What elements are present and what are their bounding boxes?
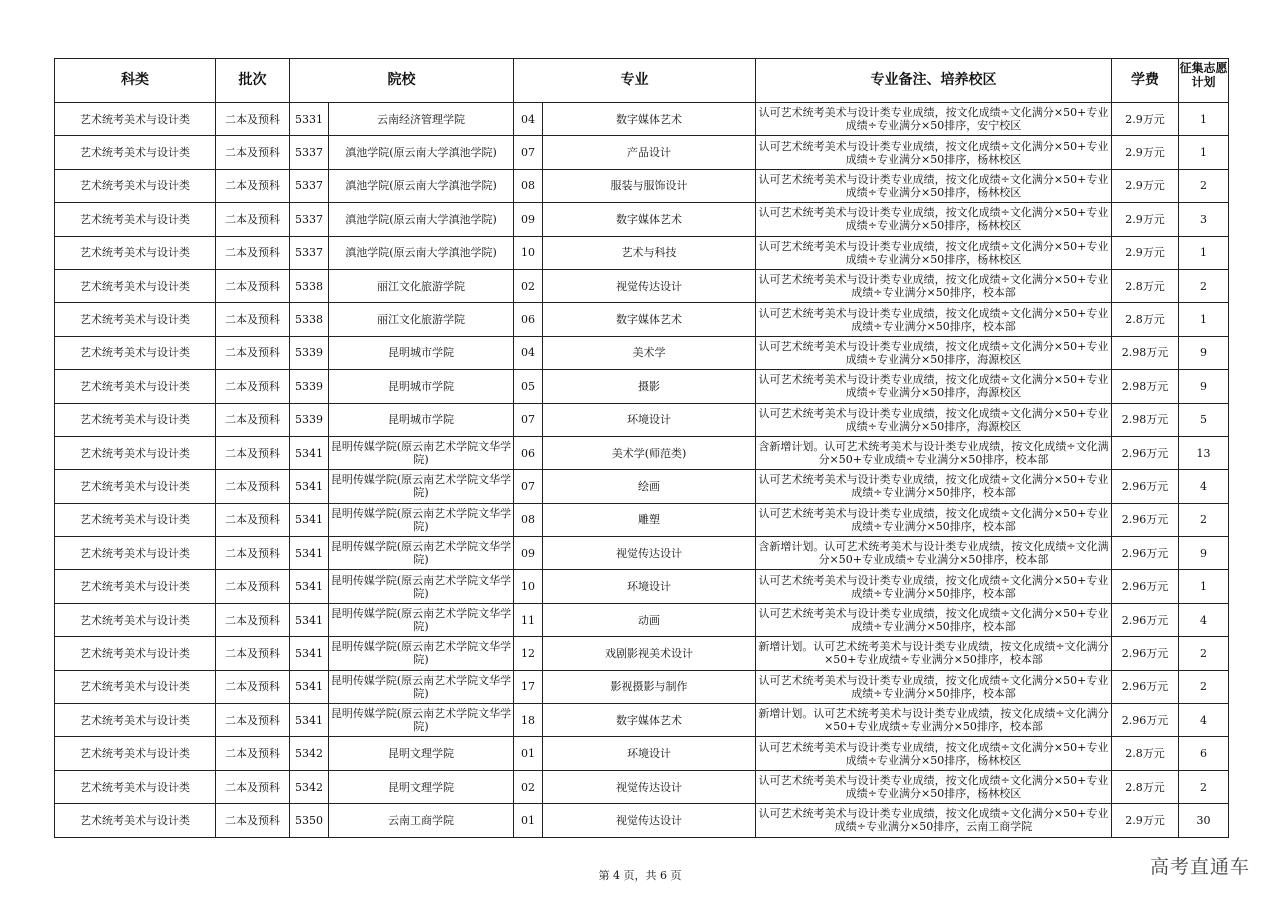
- cell-school-code: 5338: [290, 303, 329, 336]
- table-row: [55, 804, 1229, 837]
- cell-note: 认可艺术统考美术与设计类专业成绩，按文化成绩÷文化满分×50+专业成绩÷专业满分×50排序，校本部: [756, 503, 1112, 536]
- cell-major-code: 04: [514, 336, 543, 369]
- cell-major-code: 12: [514, 637, 543, 670]
- cell-major-code: 08: [514, 169, 543, 202]
- cell-fee: 2.9万元: [1112, 169, 1179, 202]
- cell-school-code: 5342: [290, 737, 329, 770]
- cell-fee: 2.96万元: [1112, 670, 1179, 703]
- cell-plan: 2: [1179, 169, 1229, 202]
- cell-major-code: 08: [514, 503, 543, 536]
- cell-fee: 2.9万元: [1112, 236, 1179, 269]
- cell-major-code: 17: [514, 670, 543, 703]
- cell-plan: 2: [1179, 637, 1229, 670]
- cell-school-name: 滇池学院(原云南大学滇池学院): [329, 136, 514, 169]
- cell-plan: 2: [1179, 503, 1229, 536]
- header-plan-label: 征集志愿计划: [1179, 60, 1228, 89]
- cell-school-name: 昆明文理学院: [329, 770, 514, 803]
- cell-category: 艺术统考美术与设计类: [55, 503, 216, 536]
- cell-major-name: 数字媒体艺术: [543, 103, 756, 136]
- cell-major-code: 01: [514, 737, 543, 770]
- admission-plan-table: [54, 58, 1229, 838]
- cell-major-name: 绘画: [543, 470, 756, 503]
- cell-major-name: 戏剧影视美术设计: [543, 637, 756, 670]
- cell-major-name: 环境设计: [543, 570, 756, 603]
- cell-batch: 二本及预科: [216, 637, 290, 670]
- cell-major-name: 视觉传达设计: [543, 770, 756, 803]
- cell-fee: 2.96万元: [1112, 637, 1179, 670]
- cell-school-name: 滇池学院(原云南大学滇池学院): [329, 169, 514, 202]
- cell-plan: 1: [1179, 236, 1229, 269]
- cell-batch: 二本及预科: [216, 136, 290, 169]
- cell-school-code: 5341: [290, 503, 329, 536]
- cell-major-code: 11: [514, 603, 543, 636]
- cell-school-name: 昆明传媒学院(原云南艺术学院文华学院): [329, 637, 514, 670]
- cell-major-code: 06: [514, 303, 543, 336]
- watermark: 高考直通车: [1149, 856, 1250, 878]
- cell-fee: 2.96万元: [1112, 570, 1179, 603]
- cell-batch: 二本及预科: [216, 470, 290, 503]
- cell-plan: 1: [1179, 570, 1229, 603]
- cell-fee: 2.96万元: [1112, 436, 1179, 469]
- table-row: [55, 503, 1229, 536]
- cell-note: 认可艺术统考美术与设计类专业成绩，按文化成绩÷文化满分×50+专业成绩÷专业满分×50排序，海源校区: [756, 336, 1112, 369]
- cell-major-code: 02: [514, 269, 543, 302]
- cell-batch: 二本及预科: [216, 269, 290, 302]
- cell-note: 认可艺术统考美术与设计类专业成绩，按文化成绩÷文化满分×50+专业成绩÷专业满分×50排序，杨林校区: [756, 737, 1112, 770]
- table-row: [55, 470, 1229, 503]
- header-category: 科类: [55, 59, 216, 103]
- cell-category: 艺术统考美术与设计类: [55, 537, 216, 570]
- cell-plan: 4: [1179, 603, 1229, 636]
- cell-category: 艺术统考美术与设计类: [55, 570, 216, 603]
- table-row: [55, 169, 1229, 202]
- cell-plan: 2: [1179, 770, 1229, 803]
- cell-major-code: 07: [514, 403, 543, 436]
- cell-note: 新增计划。认可艺术统考美术与设计类专业成绩，按文化成绩÷文化满分×50+专业成绩÷专业满分×50排序，校本部: [756, 637, 1112, 670]
- cell-major-code: 02: [514, 770, 543, 803]
- cell-note: 认可艺术统考美术与设计类专业成绩，按文化成绩÷文化满分×50+专业成绩÷专业满分×50排序，杨林校区: [756, 236, 1112, 269]
- cell-school-code: 5339: [290, 370, 329, 403]
- cell-batch: 二本及预科: [216, 704, 290, 737]
- cell-note: 认可艺术统考美术与设计类专业成绩，按文化成绩÷文化满分×50+专业成绩÷专业满分×50排序，校本部: [756, 570, 1112, 603]
- cell-school-name: 昆明传媒学院(原云南艺术学院文华学院): [329, 537, 514, 570]
- cell-fee: 2.8万元: [1112, 737, 1179, 770]
- cell-school-code: 5337: [290, 236, 329, 269]
- table-row: [55, 537, 1229, 570]
- cell-category: 艺术统考美术与设计类: [55, 470, 216, 503]
- cell-school-name: 滇池学院(原云南大学滇池学院): [329, 203, 514, 236]
- cell-note: 含新增计划。认可艺术统考美术与设计类专业成绩，按文化成绩÷文化满分×50+专业成绩÷专业满分×50排序，校本部: [756, 537, 1112, 570]
- cell-batch: 二本及预科: [216, 236, 290, 269]
- cell-school-name: 昆明城市学院: [329, 403, 514, 436]
- cell-category: 艺术统考美术与设计类: [55, 737, 216, 770]
- cell-major-code: 10: [514, 236, 543, 269]
- cell-school-name: 昆明城市学院: [329, 336, 514, 369]
- cell-fee: 2.9万元: [1112, 203, 1179, 236]
- cell-plan: 1: [1179, 136, 1229, 169]
- cell-plan: 4: [1179, 704, 1229, 737]
- cell-note: 认可艺术统考美术与设计类专业成绩，按文化成绩÷文化满分×50+专业成绩÷专业满分×50排序，校本部: [756, 603, 1112, 636]
- cell-plan: 9: [1179, 537, 1229, 570]
- cell-fee: 2.96万元: [1112, 603, 1179, 636]
- cell-plan: 3: [1179, 203, 1229, 236]
- table-row: [55, 704, 1229, 737]
- cell-note: 认可艺术统考美术与设计类专业成绩，按文化成绩÷文化满分×50+专业成绩÷专业满分×50排序，校本部: [756, 303, 1112, 336]
- cell-school-code: 5341: [290, 470, 329, 503]
- cell-major-code: 10: [514, 570, 543, 603]
- cell-school-code: 5341: [290, 704, 329, 737]
- cell-note: 认可艺术统考美术与设计类专业成绩，按文化成绩÷文化满分×50+专业成绩÷专业满分×50排序，云南工商学院: [756, 804, 1112, 837]
- cell-school-code: 5341: [290, 603, 329, 636]
- cell-school-name: 昆明城市学院: [329, 370, 514, 403]
- cell-batch: 二本及预科: [216, 737, 290, 770]
- cell-category: 艺术统考美术与设计类: [55, 436, 216, 469]
- table-header-row: [55, 59, 1229, 103]
- cell-category: 艺术统考美术与设计类: [55, 336, 216, 369]
- cell-batch: 二本及预科: [216, 303, 290, 336]
- cell-note: 认可艺术统考美术与设计类专业成绩，按文化成绩÷文化满分×50+专业成绩÷专业满分×50排序，杨林校区: [756, 169, 1112, 202]
- cell-batch: 二本及预科: [216, 336, 290, 369]
- cell-plan: 2: [1179, 269, 1229, 302]
- table-row: [55, 336, 1229, 369]
- header-school: 院校: [290, 59, 514, 103]
- cell-school-code: 5339: [290, 336, 329, 369]
- cell-batch: 二本及预科: [216, 370, 290, 403]
- table-row: [55, 603, 1229, 636]
- cell-school-name: 昆明传媒学院(原云南艺术学院文华学院): [329, 503, 514, 536]
- cell-major-code: 06: [514, 436, 543, 469]
- cell-school-code: 5350: [290, 804, 329, 837]
- cell-fee: 2.8万元: [1112, 770, 1179, 803]
- cell-plan: 30: [1179, 804, 1229, 837]
- cell-batch: 二本及预科: [216, 537, 290, 570]
- cell-plan: 9: [1179, 336, 1229, 369]
- cell-school-code: 5339: [290, 403, 329, 436]
- table-row: [55, 269, 1229, 302]
- cell-major-name: 雕塑: [543, 503, 756, 536]
- cell-school-code: 5338: [290, 269, 329, 302]
- cell-fee: 2.98万元: [1112, 336, 1179, 369]
- cell-plan: 9: [1179, 370, 1229, 403]
- cell-major-name: 摄影: [543, 370, 756, 403]
- cell-school-name: 昆明传媒学院(原云南艺术学院文华学院): [329, 570, 514, 603]
- cell-plan: 6: [1179, 737, 1229, 770]
- cell-school-name: 云南工商学院: [329, 804, 514, 837]
- cell-major-name: 动画: [543, 603, 756, 636]
- table-row: [55, 370, 1229, 403]
- cell-fee: 2.96万元: [1112, 470, 1179, 503]
- cell-fee: 2.98万元: [1112, 403, 1179, 436]
- table-row: [55, 103, 1229, 136]
- cell-batch: 二本及预科: [216, 103, 290, 136]
- table-row: [55, 303, 1229, 336]
- cell-category: 艺术统考美术与设计类: [55, 303, 216, 336]
- cell-school-name: 云南经济管理学院: [329, 103, 514, 136]
- table-row: [55, 770, 1229, 803]
- cell-plan: 1: [1179, 103, 1229, 136]
- cell-school-code: 5337: [290, 203, 329, 236]
- cell-fee: 2.8万元: [1112, 269, 1179, 302]
- cell-major-name: 产品设计: [543, 136, 756, 169]
- cell-fee: 2.96万元: [1112, 704, 1179, 737]
- cell-category: 艺术统考美术与设计类: [55, 236, 216, 269]
- cell-category: 艺术统考美术与设计类: [55, 603, 216, 636]
- cell-note: 认可艺术统考美术与设计类专业成绩，按文化成绩÷文化满分×50+专业成绩÷专业满分×50排序，校本部: [756, 670, 1112, 703]
- cell-fee: 2.96万元: [1112, 503, 1179, 536]
- cell-major-name: 美术学: [543, 336, 756, 369]
- cell-major-name: 视觉传达设计: [543, 804, 756, 837]
- cell-school-code: 5341: [290, 537, 329, 570]
- cell-school-code: 5341: [290, 637, 329, 670]
- cell-school-code: 5341: [290, 436, 329, 469]
- cell-school-name: 丽江文化旅游学院: [329, 303, 514, 336]
- cell-batch: 二本及预科: [216, 570, 290, 603]
- cell-category: 艺术统考美术与设计类: [55, 770, 216, 803]
- table-row: [55, 136, 1229, 169]
- cell-category: 艺术统考美术与设计类: [55, 269, 216, 302]
- header-fee: 学费: [1112, 59, 1179, 103]
- cell-major-name: 艺术与科技: [543, 236, 756, 269]
- cell-major-code: 07: [514, 136, 543, 169]
- table-row: [55, 570, 1229, 603]
- cell-fee: 2.9万元: [1112, 103, 1179, 136]
- cell-school-name: 昆明传媒学院(原云南艺术学院文华学院): [329, 436, 514, 469]
- cell-batch: 二本及预科: [216, 670, 290, 703]
- table-row: [55, 403, 1229, 436]
- cell-school-code: 5342: [290, 770, 329, 803]
- cell-major-code: 07: [514, 470, 543, 503]
- cell-batch: 二本及预科: [216, 503, 290, 536]
- cell-school-code: 5341: [290, 670, 329, 703]
- header-major: 专业: [514, 59, 756, 103]
- header-plan: [1179, 59, 1229, 103]
- page-footer: 第 4 页，共 6 页: [598, 869, 682, 882]
- cell-plan: 5: [1179, 403, 1229, 436]
- cell-note: 认可艺术统考美术与设计类专业成绩，按文化成绩÷文化满分×50+专业成绩÷专业满分×50排序，杨林校区: [756, 136, 1112, 169]
- table-row: [55, 436, 1229, 469]
- cell-school-name: 昆明文理学院: [329, 737, 514, 770]
- table-row: [55, 203, 1229, 236]
- cell-category: 艺术统考美术与设计类: [55, 203, 216, 236]
- cell-school-code: 5331: [290, 103, 329, 136]
- table-row: [55, 737, 1229, 770]
- cell-school-name: 丽江文化旅游学院: [329, 269, 514, 302]
- cell-plan: 2: [1179, 670, 1229, 703]
- cell-major-name: 视觉传达设计: [543, 269, 756, 302]
- cell-note: 认可艺术统考美术与设计类专业成绩，按文化成绩÷文化满分×50+专业成绩÷专业满分×50排序，海源校区: [756, 403, 1112, 436]
- cell-note: 认可艺术统考美术与设计类专业成绩，按文化成绩÷文化满分×50+专业成绩÷专业满分×50排序，海源校区: [756, 370, 1112, 403]
- cell-fee: 2.9万元: [1112, 804, 1179, 837]
- cell-plan: 4: [1179, 470, 1229, 503]
- cell-category: 艺术统考美术与设计类: [55, 370, 216, 403]
- cell-category: 艺术统考美术与设计类: [55, 804, 216, 837]
- cell-school-name: 昆明传媒学院(原云南艺术学院文华学院): [329, 670, 514, 703]
- cell-note: 认可艺术统考美术与设计类专业成绩，按文化成绩÷文化满分×50+专业成绩÷专业满分×50排序，杨林校区: [756, 203, 1112, 236]
- cell-school-code: 5337: [290, 169, 329, 202]
- cell-major-code: 05: [514, 370, 543, 403]
- cell-batch: 二本及预科: [216, 804, 290, 837]
- cell-note: 认可艺术统考美术与设计类专业成绩，按文化成绩÷文化满分×50+专业成绩÷专业满分×50排序，校本部: [756, 269, 1112, 302]
- table-row: [55, 670, 1229, 703]
- cell-category: 艺术统考美术与设计类: [55, 637, 216, 670]
- header-batch: 批次: [216, 59, 290, 103]
- cell-batch: 二本及预科: [216, 770, 290, 803]
- cell-fee: 2.98万元: [1112, 370, 1179, 403]
- cell-fee: 2.8万元: [1112, 303, 1179, 336]
- cell-major-name: 美术学(师范类): [543, 436, 756, 469]
- cell-school-name: 昆明传媒学院(原云南艺术学院文华学院): [329, 470, 514, 503]
- cell-major-name: 服装与服饰设计: [543, 169, 756, 202]
- cell-school-name: 昆明传媒学院(原云南艺术学院文华学院): [329, 704, 514, 737]
- cell-plan: 13: [1179, 436, 1229, 469]
- cell-major-name: 数字媒体艺术: [543, 203, 756, 236]
- cell-major-name: 数字媒体艺术: [543, 303, 756, 336]
- cell-major-code: 04: [514, 103, 543, 136]
- cell-note: 认可艺术统考美术与设计类专业成绩，按文化成绩÷文化满分×50+专业成绩÷专业满分×50排序，校本部: [756, 470, 1112, 503]
- cell-batch: 二本及预科: [216, 603, 290, 636]
- cell-fee: 2.9万元: [1112, 136, 1179, 169]
- cell-major-name: 环境设计: [543, 737, 756, 770]
- cell-category: 艺术统考美术与设计类: [55, 670, 216, 703]
- cell-major-code: 09: [514, 537, 543, 570]
- cell-major-name: 数字媒体艺术: [543, 704, 756, 737]
- header-note: 专业备注、培养校区: [756, 59, 1112, 103]
- cell-school-name: 滇池学院(原云南大学滇池学院): [329, 236, 514, 269]
- cell-school-name: 昆明传媒学院(原云南艺术学院文华学院): [329, 603, 514, 636]
- cell-batch: 二本及预科: [216, 169, 290, 202]
- cell-major-name: 影视摄影与制作: [543, 670, 756, 703]
- cell-note: 认可艺术统考美术与设计类专业成绩，按文化成绩÷文化满分×50+专业成绩÷专业满分×50排序，安宁校区: [756, 103, 1112, 136]
- cell-fee: 2.96万元: [1112, 537, 1179, 570]
- table-row: [55, 236, 1229, 269]
- cell-batch: 二本及预科: [216, 403, 290, 436]
- cell-major-name: 环境设计: [543, 403, 756, 436]
- cell-category: 艺术统考美术与设计类: [55, 103, 216, 136]
- cell-major-code: 01: [514, 804, 543, 837]
- cell-major-name: 视觉传达设计: [543, 537, 756, 570]
- cell-note: 新增计划。认可艺术统考美术与设计类专业成绩，按文化成绩÷文化满分×50+专业成绩÷专业满分×50排序，校本部: [756, 704, 1112, 737]
- cell-major-code: 09: [514, 203, 543, 236]
- cell-school-code: 5341: [290, 570, 329, 603]
- cell-note: 含新增计划。认可艺术统考美术与设计类专业成绩，按文化成绩÷文化满分×50+专业成绩÷专业满分×50排序，校本部: [756, 436, 1112, 469]
- cell-note: 认可艺术统考美术与设计类专业成绩，按文化成绩÷文化满分×50+专业成绩÷专业满分×50排序，杨林校区: [756, 770, 1112, 803]
- cell-plan: 1: [1179, 303, 1229, 336]
- cell-batch: 二本及预科: [216, 436, 290, 469]
- cell-school-code: 5337: [290, 136, 329, 169]
- cell-category: 艺术统考美术与设计类: [55, 136, 216, 169]
- cell-major-code: 18: [514, 704, 543, 737]
- cell-category: 艺术统考美术与设计类: [55, 169, 216, 202]
- cell-category: 艺术统考美术与设计类: [55, 704, 216, 737]
- cell-category: 艺术统考美术与设计类: [55, 403, 216, 436]
- cell-batch: 二本及预科: [216, 203, 290, 236]
- table-row: [55, 637, 1229, 670]
